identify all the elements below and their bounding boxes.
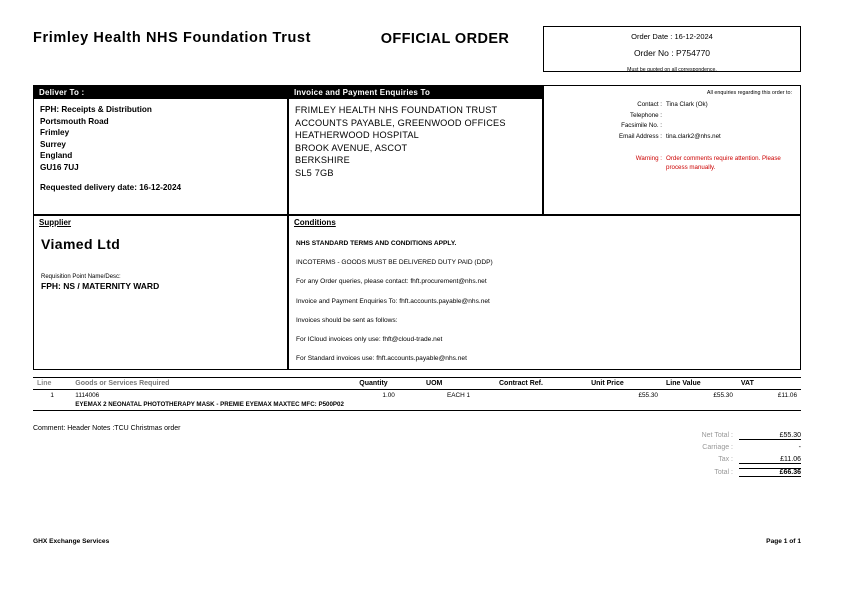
supplier-block <box>33 215 288 370</box>
requisition-point-value: FPH: NS / MATERNITY WARD <box>41 281 160 291</box>
order-items-table <box>33 377 801 411</box>
address-line: SL5 7GB <box>295 167 334 178</box>
order-date-label: Order Date : <box>631 32 673 41</box>
address-line: Portsmouth Road <box>40 116 109 126</box>
enquiry-telephone-row <box>544 111 800 122</box>
net-total-label: Net Total : <box>701 432 733 439</box>
invoice-address <box>289 99 542 179</box>
order-enquiries-block <box>543 85 801 215</box>
conditions-text <box>289 228 800 368</box>
conditions-block <box>288 215 801 370</box>
supplier-band: Supplier <box>39 218 72 227</box>
deliver-to-band: Deliver To : <box>34 86 287 99</box>
facsimile-label: Facsimile No. : <box>621 122 662 129</box>
document-title: OFFICIAL ORDER <box>380 31 510 47</box>
column-header-unit-price: Unit Price <box>587 378 662 390</box>
cell-uom: EACH 1 <box>422 390 495 411</box>
total-row-tax <box>640 456 801 468</box>
deliver-to-address <box>34 99 287 173</box>
address-line: GU16 7UJ <box>40 162 79 172</box>
total-value: £66.36 <box>739 468 801 477</box>
cell-line-value: £55.30 <box>662 390 737 411</box>
condition-line: For any Order queries, please contact: fhft.procurement@nhs.net <box>296 278 487 286</box>
net-total-value: £55.30 <box>739 432 801 440</box>
contact-label: Contact : <box>637 101 662 108</box>
order-totals <box>640 432 801 480</box>
carriage-value: - <box>798 444 801 451</box>
total-row-carriage <box>640 444 801 456</box>
cell-contract-ref <box>495 390 587 411</box>
column-header-vat: VAT <box>737 378 801 390</box>
footer-service-name: GHX Exchange Services <box>33 538 110 545</box>
email-value: tina.clark2@nhs.net <box>666 132 721 140</box>
enquiries-heading: All enquiries regarding this order to: <box>706 90 792 96</box>
enquiry-contact-row <box>544 100 800 111</box>
condition-line: For ICloud invoices only use: fhft@cloud-trade.net <box>296 336 443 344</box>
warning-label: Warning : <box>635 155 662 162</box>
column-header-line-value: Line Value <box>662 378 737 390</box>
address-line: Surrey <box>40 139 66 149</box>
address-line: ACCOUNTS PAYABLE, GREENWOOD OFFICES <box>295 117 506 128</box>
requested-delivery-date: Requested delivery date: 16-12-2024 <box>40 183 182 192</box>
table-header-row <box>33 378 801 390</box>
condition-line: Invoices should be sent as follows: <box>296 316 398 324</box>
order-date-value: 16-12-2024 <box>674 32 713 41</box>
requisition-point-label: Requisition Point Name/Desc: <box>41 274 121 280</box>
conditions-band: Conditions <box>294 218 336 227</box>
email-label: Email Address : <box>619 132 662 140</box>
column-header-line: Line <box>33 378 71 390</box>
telephone-label: Telephone : <box>630 111 662 119</box>
cell-vat: £11.06 <box>737 390 801 411</box>
item-code: 1114006 <box>75 392 100 399</box>
order-reference-box <box>543 26 801 72</box>
cell-description <box>71 390 355 411</box>
column-header-contract-ref: Contract Ref. <box>495 378 587 390</box>
column-header-uom: UOM <box>422 378 495 390</box>
address-line: FPH: Receipts & Distribution <box>40 105 152 114</box>
order-number-row <box>544 48 800 58</box>
supplier-name: Viamed Ltd <box>41 236 121 252</box>
address-line: FRIMLEY HEALTH NHS FOUNDATION TRUST <box>295 105 498 115</box>
organisation-name: Frimley Health NHS Foundation Trust <box>33 30 311 46</box>
tax-label: Tax : <box>718 456 733 463</box>
enquiry-email-row <box>544 132 800 143</box>
order-number-value: P754770 <box>676 48 711 58</box>
address-line: HEATHERWOOD HOSPITAL <box>295 130 419 140</box>
address-line: Frimley <box>40 128 70 137</box>
condition-line: For Standard invoices use: fhft.accounts.payable@nhs.net <box>296 355 467 363</box>
carriage-label: Carriage : <box>702 444 733 451</box>
tax-value: £11.06 <box>739 456 801 464</box>
order-comment: Comment: Header Notes :TCU Christmas order <box>33 425 181 432</box>
cell-quantity: 1.00 <box>355 390 422 411</box>
address-line: BROOK AVENUE, ASCOT <box>295 142 408 153</box>
invoice-enquiries-band: Invoice and Payment Enquiries To <box>289 86 542 99</box>
order-date-row <box>544 32 800 41</box>
condition-line: INCOTERMS - GOODS MUST BE DELIVERED DUTY PAID (DDP) <box>296 259 493 267</box>
warning-row <box>544 154 800 172</box>
enquiry-facsimile-row <box>544 121 800 132</box>
contact-value: Tina Clark (Ok) <box>666 101 708 108</box>
deliver-to-block <box>33 85 288 215</box>
item-description: EYEMAX 2 NEONATAL PHOTOTHERAPY MASK - PREMIE EYEMAX MAXTEC MFC: P500P02 <box>75 401 344 408</box>
enquiries-rows <box>544 100 800 142</box>
address-line: England <box>40 151 73 160</box>
total-row-net <box>640 432 801 444</box>
total-label: Total : <box>714 469 733 476</box>
column-header-description: Goods or Services Required <box>71 378 355 390</box>
table-row <box>33 390 801 411</box>
total-row-total <box>640 468 801 480</box>
condition-line: Invoice and Payment Enquiries To: fhft.accounts.payable@nhs.net <box>296 297 490 305</box>
column-header-quantity: Quantity <box>355 378 422 390</box>
cell-unit-price: £55.30 <box>587 390 662 411</box>
order-number-label: Order No : <box>633 48 674 58</box>
cell-line-number: 1 <box>33 390 71 411</box>
address-line: BERKSHIRE <box>295 155 350 165</box>
order-quote-note: Must be quoted on all correspondence. <box>627 67 717 73</box>
footer-page-number: Page 1 of 1 <box>766 538 801 545</box>
condition-line: NHS STANDARD TERMS AND CONDITIONS APPLY. <box>296 240 457 247</box>
warning-text: Order comments require attention. Please process manually. <box>666 155 781 171</box>
invoice-enquiries-block <box>288 85 543 215</box>
